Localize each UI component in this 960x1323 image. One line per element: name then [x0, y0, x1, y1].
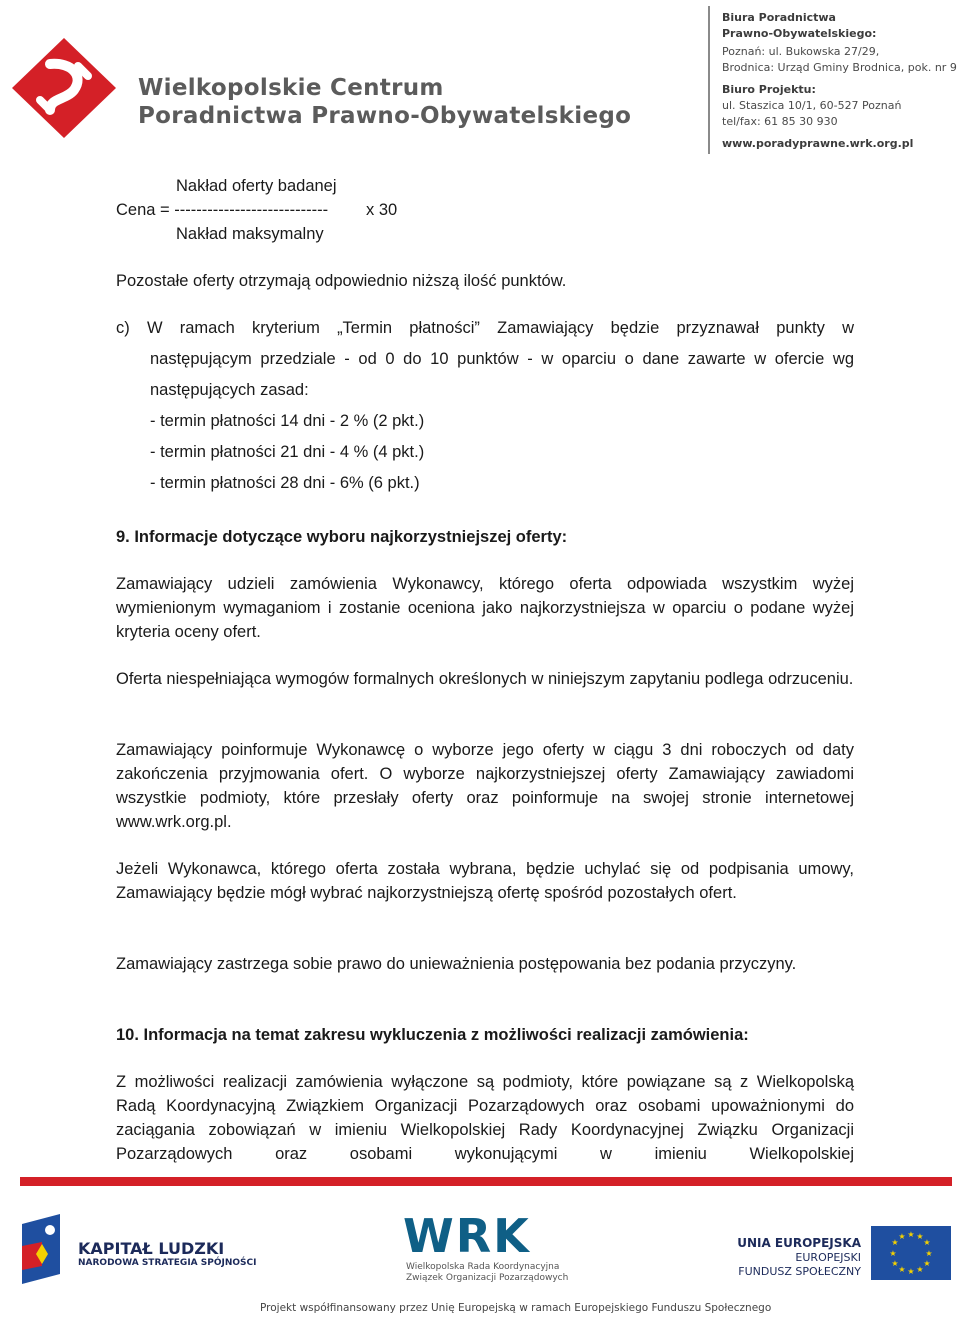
section-9-paragraph-4: Jeżeli Wykonawca, którego oferta została wybrana, będzie uchylać się od podpisania umowy, Zamawiający będzie mógł wybrać najkorzystniejszą ofertę spośród pozostałych ofert. [116, 860, 854, 902]
kapital-ludzki-subtitle: NARODOWA STRATEGIA SPÓJNOŚCI [78, 1258, 257, 1268]
cofinancing-note: Projekt współfinansowany przez Unię Europejską w ramach Europejskiego Funduszu Społecznego [260, 1302, 772, 1314]
phone-fax: tel/fax: 61 85 30 930 [722, 115, 838, 128]
bureau-title-2: Prawno-Obywatelskiego: [722, 27, 877, 40]
wrk-line2: Związek Organizacji Pozarządowych [406, 1273, 569, 1283]
svg-text:★: ★ [923, 1238, 931, 1247]
eu-line3: FUNDUSZ SPOŁECZNY [738, 1265, 861, 1278]
svg-text:★: ★ [891, 1238, 899, 1247]
bureau-address-1: Poznań: ul. Bukowska 27/29, [722, 45, 880, 58]
website-link[interactable]: www.poradyprawne.wrk.org.pl [722, 137, 914, 150]
section-9-paragraph-1: Zamawiający udzieli zamówienia Wykonawcy, którego oferta odpowiada wszystkim wyżej wymienionym wymaganiom i zostanie oceniona jako najkorzystniejsza w oparciu o podane wyżej kryteria oceny ofert. [116, 575, 854, 641]
wcppo-logo-icon [10, 36, 118, 140]
criterion-c-line3: następujących zasad: [150, 381, 309, 399]
header-divider [708, 6, 710, 154]
svg-text:★: ★ [923, 1259, 931, 1268]
section-9-paragraph-2: Oferta niespełniająca wymogów formalnych określonych w niniejszym zapytaniu podlega odrzuceniu. [116, 670, 854, 688]
svg-text:★: ★ [925, 1249, 933, 1258]
formula-numerator: Nakład oferty badanej [176, 177, 337, 195]
kapital-ludzki-logo-icon [18, 1214, 64, 1284]
section-10-heading: 10. Informacja na temat zakresu wykluczenia z możliwości realizacji zamówienia: [116, 1026, 749, 1044]
svg-text:★: ★ [898, 1232, 906, 1241]
svg-text:★: ★ [916, 1265, 924, 1274]
bureau-address-2: Brodnica: Urząd Gminy Brodnica, pok. nr 9 [722, 61, 957, 74]
svg-text:★: ★ [907, 1267, 915, 1276]
eu-line1: UNIA EUROPEJSKA [737, 1236, 861, 1250]
criterion-c-line1: c) W ramach kryterium „Termin płatności” Zamawiający będzie przyznawał punkty w [116, 319, 854, 337]
section-10-paragraph-1: Z możliwości realizacji zamówienia wyłączone są podmioty, które powiązane są z Wielkopolską Radą Koordynacyjną Związkiem Organizacji Pozarządowych oraz osobami upoważnionymi do zaciągania zobowiązań w imieniu Wielkopolskiej Rady Koordynacyjnej Związku Organizacji Pozarządowych oraz osobami wykonującymi w imieniu Wielkopolskiej [116, 1073, 854, 1163]
wrk-line1: Wielkopolska Rada Koordynacyjna [406, 1262, 560, 1272]
svg-text:★: ★ [907, 1230, 915, 1239]
kapital-ludzki-title: KAPITAŁ LUDZKI [78, 1239, 225, 1258]
section-9-paragraph-3: Zamawiający poinformuje Wykonawcę o wyborze jego oferty w ciągu 3 dni roboczych od daty zakończenia przyjmowania ofert. O wyborze najkorzystniejszej oferty Zamawiający zawiadomi wszystkie podmioty, które przesłały oferty oraz poinformuje na swojej stronie internetowej www.wrk.org.pl. [116, 741, 854, 831]
project-office-address: ul. Staszica 10/1, 60-527 Poznań [722, 99, 902, 112]
svg-text:★: ★ [916, 1232, 924, 1241]
org-name-line2: Poradnictwa Prawno-Obywatelskiego [138, 103, 632, 129]
svg-text:★: ★ [891, 1259, 899, 1268]
criterion-c-line2: następującym przedziale - od 0 do 10 punktów - w oparciu o dane zawarte w ofercie wg [150, 350, 854, 368]
footer-red-rule [20, 1177, 952, 1186]
project-office-title: Biuro Projektu: [722, 83, 816, 96]
formula-multiplier: x 30 [366, 201, 398, 219]
payment-term-item: - termin płatności 14 dni - 2 % (2 pkt.) [150, 412, 425, 430]
eu-line2: EUROPEJSKI [795, 1251, 861, 1264]
section-9-paragraph-5: Zamawiający zastrzega sobie prawo do unieważnienia postępowania bez podania przyczyny. [116, 955, 797, 973]
section-9-heading: 9. Informacje dotyczące wyboru najkorzystniejszej oferty: [116, 528, 568, 546]
svg-text:★: ★ [898, 1265, 906, 1274]
org-name-line1: Wielkopolskie Centrum [138, 75, 444, 101]
formula-lhs: Cena = ---------------------------- [116, 201, 329, 219]
payment-term-item: - termin płatności 21 dni - 4 % (4 pkt.) [150, 443, 425, 461]
eu-flag-icon [871, 1226, 951, 1280]
formula-denominator: Nakład maksymalny [176, 225, 324, 243]
wrk-logo: WRK [403, 1209, 531, 1263]
others-points-note: Pozostałe oferty otrzymają odpowiednio niższą ilość punktów. [116, 272, 567, 290]
payment-term-item: - termin płatności 28 dni - 6% (6 pkt.) [150, 474, 420, 492]
svg-text:★: ★ [889, 1249, 897, 1258]
bureau-title-1: Biura Poradnictwa [722, 11, 836, 24]
